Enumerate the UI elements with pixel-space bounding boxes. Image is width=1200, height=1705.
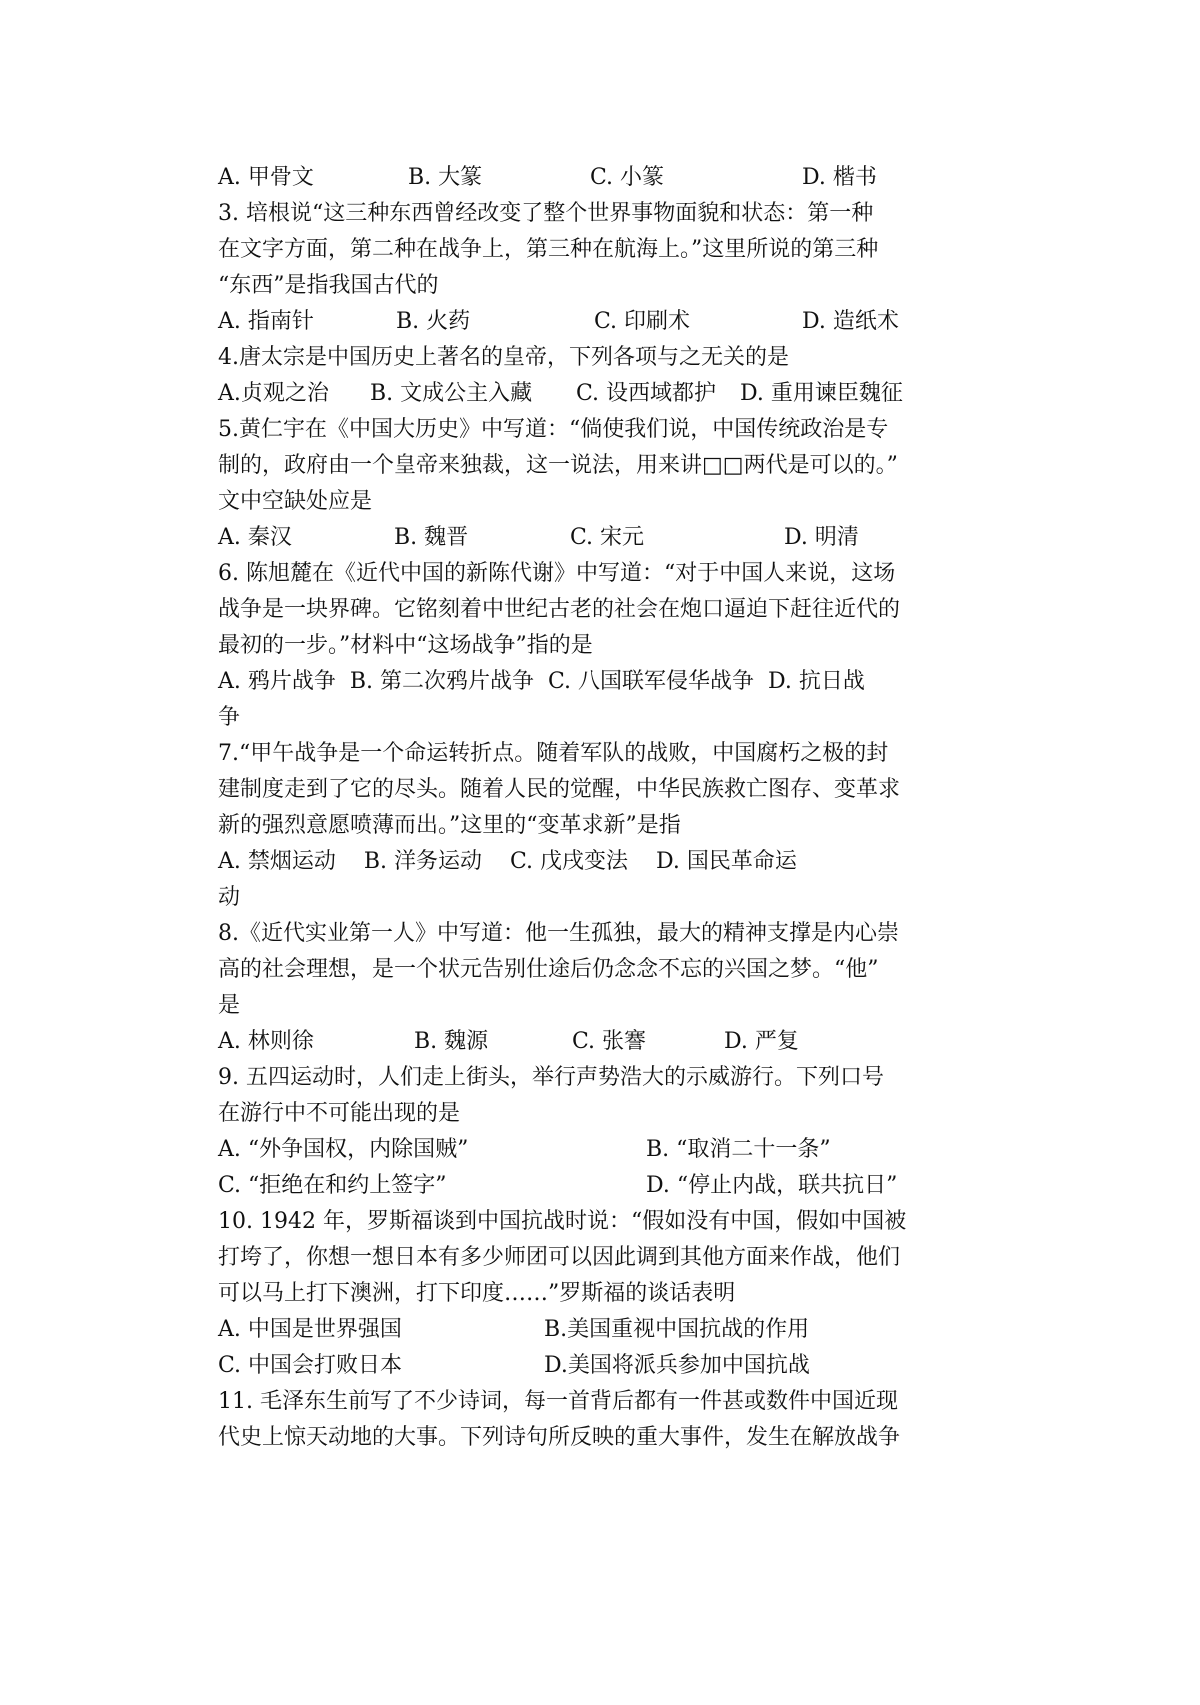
- q5-options: [218, 520, 1018, 556]
- q5-stem-line: 制的，政府由一个皇帝来独裁，这一说法，用来讲□□两代是可以的。”: [218, 453, 898, 478]
- q2-option-d: D. 楷书: [802, 165, 877, 190]
- q3-option-b: B. 火药: [396, 309, 471, 334]
- q2-options: [218, 160, 1018, 196]
- q10-options-row2: [218, 1348, 1018, 1384]
- q5-option-b: B. 魏晋: [394, 525, 469, 550]
- q7-line: 7.“甲午战争是一个命运转折点。随着军队的战败，中国腐朽之极的封: [218, 741, 889, 766]
- q4-option-d: D. 重用谏臣魏征: [740, 381, 903, 406]
- q9-option-d: D. “停止内战，联共抗日”: [646, 1173, 898, 1198]
- q6-line: 最初的一步。”材料中“这场战争”指的是: [218, 633, 593, 658]
- q5-stem-line: 5.黄仁宇在《中国大历史》中写道：“倘使我们说，中国传统政治是专: [218, 417, 889, 442]
- q7-options-line: A. 禁烟运动 B. 洋务运动 C. 戊戌变法 D. 国民革命运: [218, 849, 797, 874]
- q9-stem-line: 9. 五四运动时，人们走上街头，举行声势浩大的示威游行。下列口号: [218, 1065, 884, 1090]
- q5-option-d: D. 明清: [784, 525, 859, 550]
- q8-stem-line: 是: [218, 993, 241, 1018]
- q5-stem-line: 文中空缺处应是: [218, 489, 373, 514]
- q3-stem-line: 3. 培根说“这三种东西曾经改变了整个世界事物面貌和状态：第一种: [218, 201, 874, 226]
- q5-option-a: A. 秦汉: [218, 525, 292, 550]
- q10-stem-line: 10. 1942 年，罗斯福谈到中国抗战时说：“假如没有中国，假如中国被: [218, 1209, 907, 1234]
- q4-stem-line: 4.唐太宗是中国历史上著名的皇帝，下列各项与之无关的是: [218, 345, 789, 370]
- q9-options-row2: [218, 1168, 1018, 1204]
- q4-option-a: A.贞观之治: [218, 381, 329, 406]
- q10-option-d: D.美国将派兵参加中国抗战: [544, 1353, 810, 1378]
- q9-options-row1: [218, 1132, 1018, 1168]
- q3-stem-line: 在文字方面，第二种在战争上，第三种在航海上。”这里所说的第三种: [218, 237, 879, 262]
- q9-option-c: C. “拒绝在和约上签字”: [218, 1173, 447, 1198]
- q3-option-a: A. 指南针: [218, 309, 314, 334]
- q4-option-b: B. 文成公主入藏: [370, 381, 533, 406]
- q10-option-c: C. 中国会打败日本: [218, 1353, 403, 1378]
- q10-option-a: A. 中国是世界强国: [218, 1317, 402, 1342]
- q6-options-line: A. 鸦片战争 B. 第二次鸦片战争 C. 八国联军侵华战争 D. 抗日战: [218, 669, 865, 694]
- q11-stem-line: 代史上惊天动地的大事。下列诗句所反映的重大事件，发生在解放战争: [218, 1425, 901, 1450]
- q9-option-a: A. “外争国权，内除国贼”: [218, 1137, 469, 1162]
- q8-stem-line: 8.《近代实业第一人》中写道：他一生孤独，最大的精神支撑是内心崇: [218, 921, 899, 946]
- q6-options-line: 争: [218, 705, 241, 730]
- q3-options: [218, 304, 1018, 340]
- q9-option-b: B. “取消二十一条”: [646, 1137, 831, 1162]
- q2-option-b: B. 大篆: [408, 165, 483, 190]
- q8-option-d: D. 严复: [724, 1029, 799, 1054]
- q3-option-c: C. 印刷术: [594, 309, 691, 334]
- q3-stem-line: “东西”是指我国古代的: [218, 273, 439, 298]
- q8-options: [218, 1024, 1018, 1060]
- q4-options: [218, 376, 1018, 412]
- q7-options-line: 动: [218, 885, 241, 910]
- q3-option-d: D. 造纸术: [802, 309, 899, 334]
- q4-option-c: C. 设西域都护: [576, 381, 717, 406]
- q6-line: 战争是一块界碑。它铭刻着中世纪古老的社会在炮口逼迫下赶往近代的: [218, 597, 901, 622]
- q8-option-b: B. 魏源: [414, 1029, 489, 1054]
- q7-line: 新的强烈意愿喷薄而出。”这里的“变革求新”是指: [218, 813, 681, 838]
- q8-option-a: A. 林则徐: [218, 1029, 314, 1054]
- q8-stem-line: 高的社会理想，是一个状元告别仕途后仍念念不忘的兴国之梦。“他”: [218, 957, 879, 982]
- q11-stem-line: 11. 毛泽东生前写了不少诗词，每一首背后都有一件甚或数件中国近现: [218, 1389, 898, 1414]
- q6-line: 6. 陈旭麓在《近代中国的新陈代谢》中写道：“对于中国人来说，这场: [218, 561, 896, 586]
- q10-stem-line: 打垮了，你想一想日本有多少师团可以因此调到其他方面来作战，他们: [218, 1245, 901, 1270]
- q2-option-a: A. 甲骨文: [218, 165, 314, 190]
- q9-stem-line: 在游行中不可能出现的是: [218, 1101, 461, 1126]
- q10-options-row1: [218, 1312, 1018, 1348]
- q7-line: 建制度走到了它的尽头。随着人民的觉醒，中华民族救亡图存、变革求: [218, 777, 901, 802]
- q10-stem-line: 可以马上打下澳洲，打下印度……”罗斯福的谈话表明: [218, 1281, 736, 1306]
- q8-option-c: C. 张謇: [572, 1029, 647, 1054]
- q5-option-c: C. 宋元: [570, 525, 645, 550]
- q2-option-c: C. 小篆: [590, 165, 665, 190]
- q10-option-b: B.美国重视中国抗战的作用: [544, 1317, 810, 1342]
